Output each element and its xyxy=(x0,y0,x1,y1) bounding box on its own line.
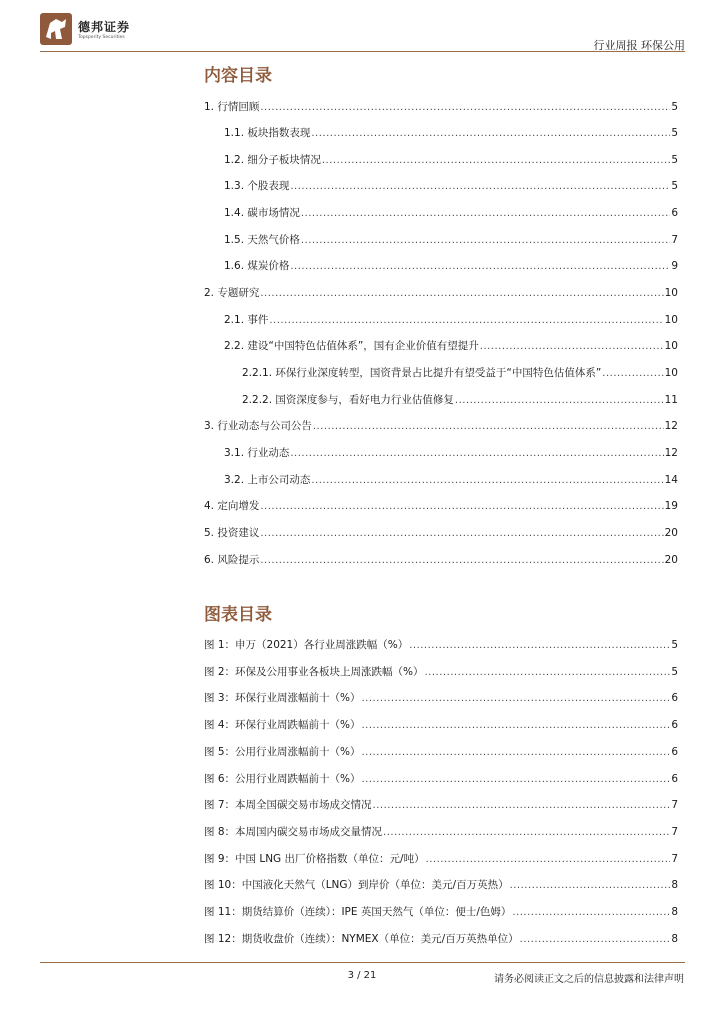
toc-entry-page: 12 xyxy=(664,447,678,459)
toc-entry-page: 8 xyxy=(671,879,678,891)
toc-entry-label: 图 11：期货结算价（连续）：IPE 英国天然气（单位：便士/色姆） xyxy=(204,906,512,918)
toc-entry-page: 6 xyxy=(671,773,678,785)
toc-entry-page: 10 xyxy=(664,340,678,352)
toc-leader-dots xyxy=(260,501,663,512)
toc-entry[interactable] xyxy=(204,931,678,947)
toc-entry-label: 图 10：中国液化天然气（LNG）到岸价（单位：美元/百万英热） xyxy=(204,879,509,891)
toc-leader-dots xyxy=(510,880,671,891)
toc-entry[interactable] xyxy=(224,178,678,194)
toc-leader-dots xyxy=(362,720,671,731)
toc-entry-label: 图 9：中国 LNG 出厂价格指数（单位：元/吨） xyxy=(204,853,425,865)
toc-title: 内容目录 xyxy=(204,66,272,86)
toc-entry-page: 19 xyxy=(664,500,678,512)
toc-leader-dots xyxy=(301,208,670,219)
toc-entry-page: 7 xyxy=(671,826,678,838)
toc-entry-label: 图 5：公用行业周涨幅前十（%） xyxy=(204,746,361,758)
toc-leader-dots xyxy=(373,800,671,811)
toc-entry[interactable] xyxy=(242,392,678,408)
toc-leader-dots xyxy=(260,528,663,539)
toc-entry[interactable] xyxy=(204,744,678,760)
toc-entry-label: 图 7：本周全国碳交易市场成交情况 xyxy=(204,799,372,811)
toc-entry[interactable] xyxy=(204,717,678,733)
brand-name: 德邦证券 xyxy=(78,20,131,34)
toc-leader-dots xyxy=(290,181,670,192)
toc-entry[interactable] xyxy=(224,232,678,248)
toc-entry-label: 图 8：本周国内碳交易市场成交量情况 xyxy=(204,826,383,838)
toc-entry[interactable] xyxy=(224,205,678,221)
toc-entry[interactable] xyxy=(224,152,678,168)
toc-leader-dots xyxy=(362,693,671,704)
toc-leader-dots xyxy=(362,774,671,785)
toc-entry-label: 1.5. 天然气价格 xyxy=(224,234,300,246)
toc-entry-page: 6 xyxy=(671,719,678,731)
toc-entry-label: 2.2.2. 国资深度参与，看好电力行业估值修复 xyxy=(242,394,454,406)
toc-leader-dots xyxy=(260,288,663,299)
toc-entry-page: 6 xyxy=(671,692,678,704)
toc-leader-dots xyxy=(409,640,670,651)
toc-entry-page: 14 xyxy=(664,474,678,486)
toc-leader-dots xyxy=(480,341,664,352)
toc-leader-dots xyxy=(290,261,670,272)
toc-leader-dots xyxy=(260,102,670,113)
toc-entry[interactable] xyxy=(204,418,678,434)
toc-leader-dots xyxy=(602,368,663,379)
toc-entry-label: 2.2.1. 环保行业深度转型，国资背景占比提升有望受益于“中国特色估值体系” xyxy=(242,367,602,379)
toc-leader-dots xyxy=(383,827,670,838)
footer-divider xyxy=(40,962,685,963)
toc-entry[interactable] xyxy=(224,312,678,328)
toc-entry-page: 5 xyxy=(671,180,678,192)
report-type: 行业周报 环保公用 xyxy=(593,39,685,52)
toc-leader-dots xyxy=(425,667,671,678)
toc-leader-dots xyxy=(426,854,671,865)
toc-leader-dots xyxy=(512,907,670,918)
toc-leader-dots xyxy=(311,128,670,139)
toc-entry-page: 20 xyxy=(664,527,678,539)
toc-entry[interactable] xyxy=(204,690,678,706)
toc-entry-page: 10 xyxy=(664,367,678,379)
toc-entry[interactable] xyxy=(204,637,678,653)
toc-entry[interactable] xyxy=(224,125,678,141)
toc-entry-label: 2. 专题研究 xyxy=(204,287,260,299)
toc-entry[interactable] xyxy=(204,99,678,115)
toc-leader-dots xyxy=(520,934,671,945)
toc-entry-label: 1. 行情回顾 xyxy=(204,101,260,113)
toc-entry-label: 图 6：公用行业周跌幅前十（%） xyxy=(204,773,361,785)
toc-entry-page: 7 xyxy=(671,853,678,865)
toc-entry-page: 7 xyxy=(671,234,678,246)
toc-entry[interactable] xyxy=(204,552,678,568)
toc-entry-page: 5 xyxy=(671,154,678,166)
toc-entry-label: 2.2. 建设“中国特色估值体系”，国有企业价值有望提升 xyxy=(224,340,479,352)
toc-leader-dots xyxy=(313,421,664,432)
toc-entry-label: 1.4. 碳市场情况 xyxy=(224,207,300,219)
toc-entry[interactable] xyxy=(204,797,678,813)
toc-entry-page: 10 xyxy=(664,287,678,299)
disclaimer: 请务必阅读正文之后的信息披露和法律声明 xyxy=(494,974,684,985)
toc-entry[interactable] xyxy=(204,664,678,680)
toc-entry-page: 5 xyxy=(671,101,678,113)
toc-entry-page: 6 xyxy=(671,207,678,219)
toc-entry[interactable] xyxy=(224,445,678,461)
toc-entry[interactable] xyxy=(204,771,678,787)
toc-entry-label: 3.1. 行业动态 xyxy=(224,447,290,459)
toc-entry-label: 图 2：环保及公用事业各板块上周涨跌幅（%） xyxy=(204,666,424,678)
toc-entry-label: 4. 定向增发 xyxy=(204,500,260,512)
toc-entry-page: 9 xyxy=(671,260,678,272)
toc-entry[interactable] xyxy=(204,851,678,867)
toc-entry-label: 2.1. 事件 xyxy=(224,314,269,326)
toc-leader-dots xyxy=(269,315,663,326)
toc-entry-label: 图 1：申万（2021）各行业周涨跌幅（%） xyxy=(204,639,409,651)
toc-leader-dots xyxy=(301,235,670,246)
brand-subtitle: Topsperity Securities xyxy=(78,35,125,40)
toc-leader-dots xyxy=(455,395,664,406)
toc-entry-label: 3.2. 上市公司动态 xyxy=(224,474,311,486)
toc-leader-dots xyxy=(311,475,663,486)
toc-leader-dots xyxy=(322,155,670,166)
toc-entry-page: 7 xyxy=(671,799,678,811)
toc-leader-dots xyxy=(290,448,663,459)
toc-entry-label: 1.2. 细分子板块情况 xyxy=(224,154,321,166)
toc-entry-page: 5 xyxy=(671,639,678,651)
toc-entry[interactable] xyxy=(224,472,678,488)
toc-entry-label: 5. 投资建议 xyxy=(204,527,260,539)
brand-logo-icon xyxy=(40,13,72,45)
toc-entry-page: 6 xyxy=(671,746,678,758)
toc-entry-page: 8 xyxy=(671,906,678,918)
toc-entry-label: 1.3. 个股表现 xyxy=(224,180,290,192)
toc-entry-label: 1.1. 板块指数表现 xyxy=(224,127,311,139)
toc-entry[interactable] xyxy=(224,338,678,354)
toc-entry-page: 12 xyxy=(664,420,678,432)
toc-entry-label: 图 12：期货收盘价（连续）：NYMEX（单位：美元/百万英热单位） xyxy=(204,933,519,945)
toc-leader-dots xyxy=(362,747,671,758)
toc-entry-page: 20 xyxy=(664,554,678,566)
toc-entry[interactable] xyxy=(204,877,678,893)
toc-entry[interactable] xyxy=(204,525,678,541)
toc-entry[interactable] xyxy=(204,904,678,920)
toc-entry-label: 图 3：环保行业周涨幅前十（%） xyxy=(204,692,361,704)
toc-entry-page: 8 xyxy=(671,933,678,945)
toc-entry[interactable] xyxy=(224,258,678,274)
toc-entry[interactable] xyxy=(242,365,678,381)
toc-entry-page: 11 xyxy=(664,394,678,406)
toc-entry-label: 3. 行业动态与公司公告 xyxy=(204,420,312,432)
toc-entry-page: 10 xyxy=(664,314,678,326)
page-number: 3 / 21 xyxy=(347,970,377,981)
toc-entry-label: 6. 风险提示 xyxy=(204,554,260,566)
toc-entry[interactable] xyxy=(204,824,678,840)
toc-entry[interactable] xyxy=(204,285,678,301)
toc-entry-label: 1.6. 煤炭价格 xyxy=(224,260,290,272)
toc-entry-page: 5 xyxy=(671,666,678,678)
page-header xyxy=(40,10,685,52)
toc-entry[interactable] xyxy=(204,498,678,514)
header-divider xyxy=(40,51,685,52)
toc-entry-page: 5 xyxy=(671,127,678,139)
figures-title: 图表目录 xyxy=(204,605,272,625)
toc-leader-dots xyxy=(260,555,663,566)
toc-entry-label: 图 4：环保行业周跌幅前十（%） xyxy=(204,719,361,731)
